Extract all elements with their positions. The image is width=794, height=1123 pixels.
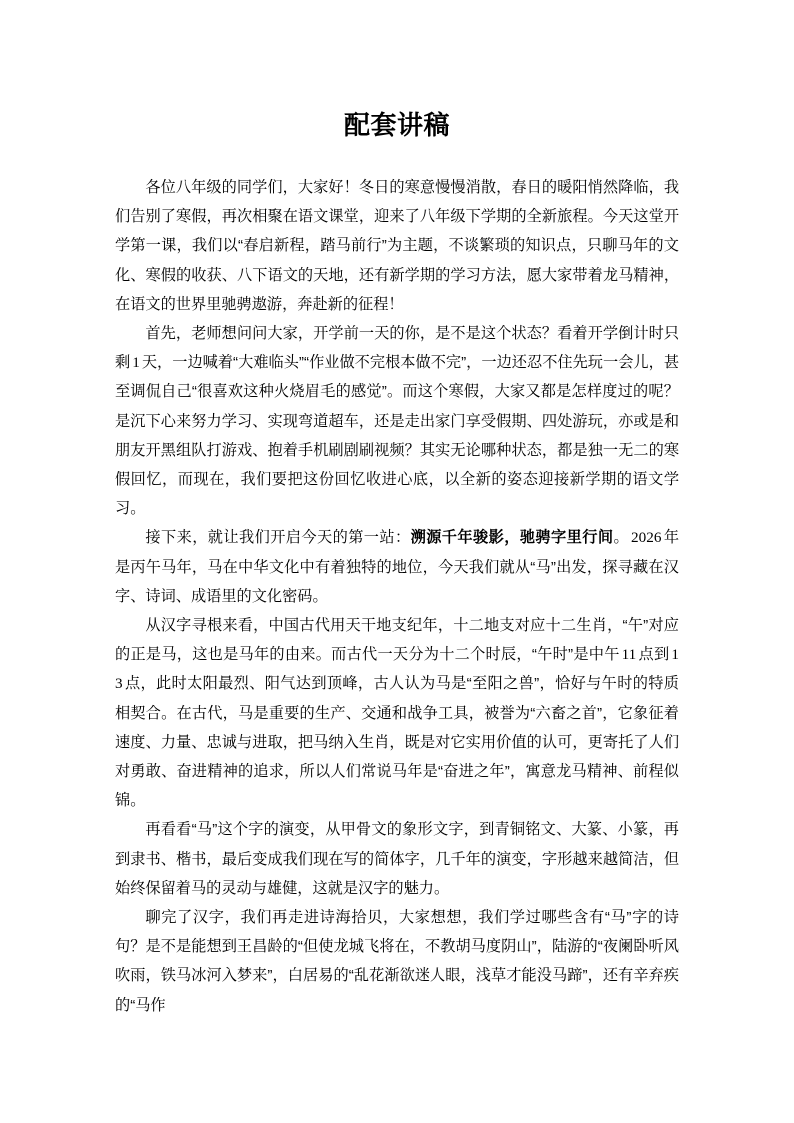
hour-start-value: 11 bbox=[621, 646, 637, 664]
paragraph-4-part-2: 点到 bbox=[638, 646, 670, 664]
paragraph-2-part-1: 首先，老师想问问大家，开学前一天的你，是不是这个状态？看着开学倒计时只剩 bbox=[115, 325, 679, 372]
paragraph-2 bbox=[115, 319, 679, 523]
paragraph-6-text: 聊完了汉字，我们再走进诗海拾贝，大家想想，我们学过哪些含有“马”字的诗句？是不是能想到王昌龄的“但使龙城飞将在，不教胡马度阴山”，陆游的“夜阑卧听风吹雨，铁马冰河入梦来”，白居易的“乱花渐欲迷人眼，浅草才能没马蹄”，还有辛弃疾的“马作 bbox=[115, 909, 679, 1014]
paragraph-3-part-2: 年是丙午马年，马在中华文化中有着独特的地位，今天我们就从“马”出发，探寻藏在汉字、诗词、成语里的文化密码。 bbox=[115, 529, 680, 605]
document-body bbox=[115, 173, 679, 1020]
paragraph-2-part-2: 天，一边喊着“大难临头”“作业做不完根本做不完”，一边还忍不住先玩一会儿，甚至调侃自己“很喜欢这种火烧眉毛的感觉”。而这个寒假，大家又都是怎样度过的呢？是沉下心来努力学习、实现弯道超车，还是走出家门享受假期、四处游玩，亦或是和朋友开黑组队打游戏、抱着手机刷剧刷视频？其实无论哪种状态，都是独一无二的寒假回忆，而现在，我们要把这份回忆收进心底，以全新的姿态迎接新学期的语文学习。 bbox=[115, 354, 680, 518]
paragraph-5-text: 再看看“马”这个字的演变，从甲骨文的象形文字，到青铜铭文、大篆、小篆，再到隶书、楷书，最后变成我们现在写的简体字，几千年的演变，字形越来越简洁，但始终保留着马的灵动与雄健，这就是汉字的魅力。 bbox=[115, 821, 679, 897]
paragraph-4 bbox=[115, 611, 679, 815]
section-heading-emphasis: 溯源千年骏影，驰骋字里行间 bbox=[410, 529, 614, 547]
paragraph-1-text: 各位八年级的同学们，大家好！冬日的寒意慢慢消散，春日的暖阳悄然降临，我们告别了寒假，再次相聚在语文课堂，迎来了八年级下学期的全新旅程。今天这堂开学第一课，我们以“春启新程，踏马前行”为主题，不谈繁琐的知识点，只聊马年的文化、寒假的收获、八下语文的天地，还有新学期的学习方法，愿大家带着龙马精神，在语文的世界里驰骋遨游，奔赴新的征程！ bbox=[115, 179, 679, 313]
paragraph-3-punct: 。 bbox=[613, 529, 630, 547]
year-value: 2026 bbox=[631, 529, 662, 547]
paragraph-1 bbox=[115, 173, 679, 319]
paragraph-5 bbox=[115, 815, 679, 903]
paragraph-6 bbox=[115, 903, 679, 1020]
paragraph-3 bbox=[115, 523, 679, 611]
hour-end-value: 13 bbox=[115, 646, 680, 693]
countdown-days-value: 1 bbox=[132, 354, 140, 372]
paragraph-3-part-1: 接下来，就让我们开启今天的第一站： bbox=[145, 529, 411, 547]
page-title: 配套讲稿 bbox=[343, 111, 450, 141]
paragraph-4-part-1: 从汉字寻根来看，中国古代用天干地支纪年，十二地支对应十二生肖，“午”对应的正是马，这也是马年的由来。而古代一天分为十二个时辰，“午时”是中午 bbox=[115, 617, 679, 664]
paragraph-4-part-3: 点，此时太阳最烈、阳气达到顶峰，古人认为马是“至阳之兽”，恰好与午时的特质相契合。在古代，马是重要的生产、交通和战争工具，被誉为“六畜之首”，它象征着速度、力量、忠诚与进取，把马纳入生肖，既是对它实用价值的认可，更寄托了人们对勇敢、奋进精神的追求，所以人们常说马年是“奋进之年”，寓意龙马精神、前程似锦。 bbox=[115, 675, 679, 810]
